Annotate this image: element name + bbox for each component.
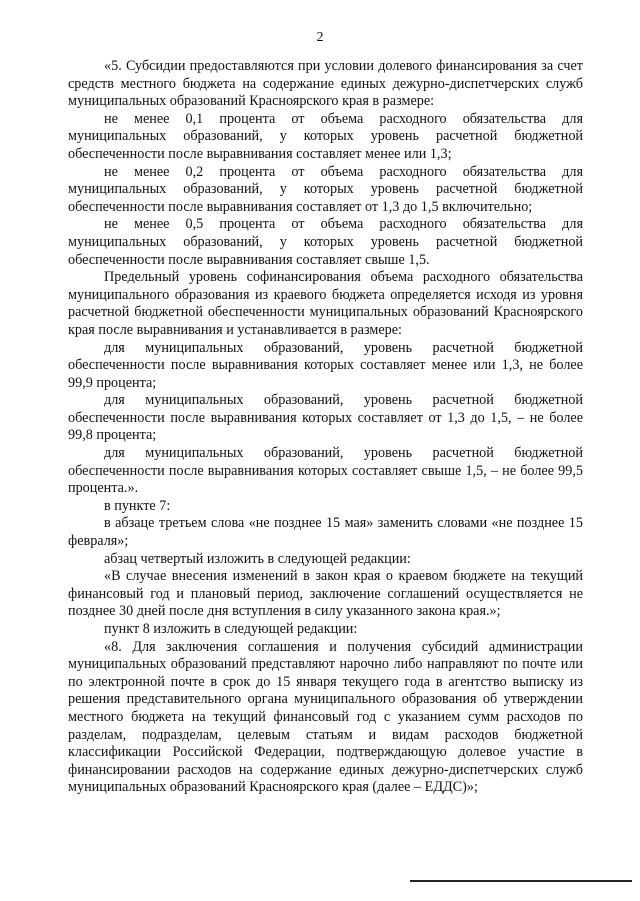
paragraph-rate-0-1: не менее 0,1 процента от объема расходного обязательства для муниципальных образований, у которых уровень расчетной бюджетной обеспеченности после выравнивания составляет менее или 1,3;: [68, 110, 583, 162]
paragraph-item-8-heading: пункт 8 изложить в следующей редакции:: [104, 621, 358, 637]
paragraph-item-7-change: в абзаце третьем слова «не позднее 15 мая» заменить словами «не позднее 15 февраля»;: [68, 515, 583, 550]
paragraph-rate-0-5: не менее 0,5 процента от объема расходного обязательства для муниципальных образований, у которых уровень расчетной бюджетной обеспеченности после выравнивания составляет свыше 1,5.: [68, 216, 583, 268]
page-number: 2: [316, 30, 324, 45]
paragraph-limit-99-5: для муниципальных образований, уровень расчетной бюджетной обеспеченности после выравнивания которых составляет свыше 1,5, – не более 99,5 процента.».: [68, 445, 583, 497]
paragraph-item-5-intro: «5. Субсидии предоставляются при условии долевого финансирования за счет средств местного бюджета на содержание единых дежурно-диспетчерских служб муниципальных образований Красноярского края в размере:: [68, 58, 583, 110]
paragraph-limit-99-8: для муниципальных образований, уровень расчетной бюджетной обеспеченности после выравнивания которых составляет от 1,3 до 1,5, – не более 99,8 процента;: [68, 392, 583, 444]
paragraph-cofinancing-limit: Предельный уровень софинансирования объема расходного обязательства муниципального образования из краевого бюджета определяется исходя из уровня расчетной бюджетной обеспеченности муниципальных образований Красноярского края после выравнивания и устанавливается в размере:: [68, 269, 583, 338]
paragraph-rate-0-2: не менее 0,2 процента от объема расходного обязательства для муниципальных образований, у которых уровень расчетной бюджетной обеспеченности после выравнивания составляет от 1,3 до 1,5 включительно;: [68, 163, 583, 215]
document-body: [68, 58, 583, 797]
paragraph-amendment-case: «В случае внесения изменений в закон края о краевом бюджете на текущий финансовый год и плановый период, заключение соглашений осуществляется не позднее 30 дней после дня вступления в силу указанного закона края.»;: [68, 568, 583, 620]
footer-rule: [410, 880, 632, 882]
paragraph-item-8-text: «8. Для заключения соглашения и получения субсидий администрации муниципальных образований представляют нарочно либо направляют по почте или по электронной почте в срок до 15 января текущего года в агентство выписку из решения представительного органа муниципального образования об утверждении местного бюджета на текущий финансовый год с указанием сумм расходов по разделам, подразделам, целевым статьям и видам расходов бюджетной классификации Российской Федерации, подтверждающую долевое участие в финансировании расходов на содержание единых дежурно-диспетчерских служб муниципальных образований Красноярского края (далее – ЕДДС)»;: [68, 638, 583, 796]
paragraph-fourth-abzac: абзац четвертый изложить в следующей редакции:: [104, 550, 411, 567]
paragraph-limit-99-9: для муниципальных образований, уровень расчетной бюджетной обеспеченности после выравнивания которых составляет менее или 1,3, не более 99,9 процента;: [68, 339, 583, 391]
paragraph-item-7-heading: в пункте 7:: [104, 497, 171, 514]
